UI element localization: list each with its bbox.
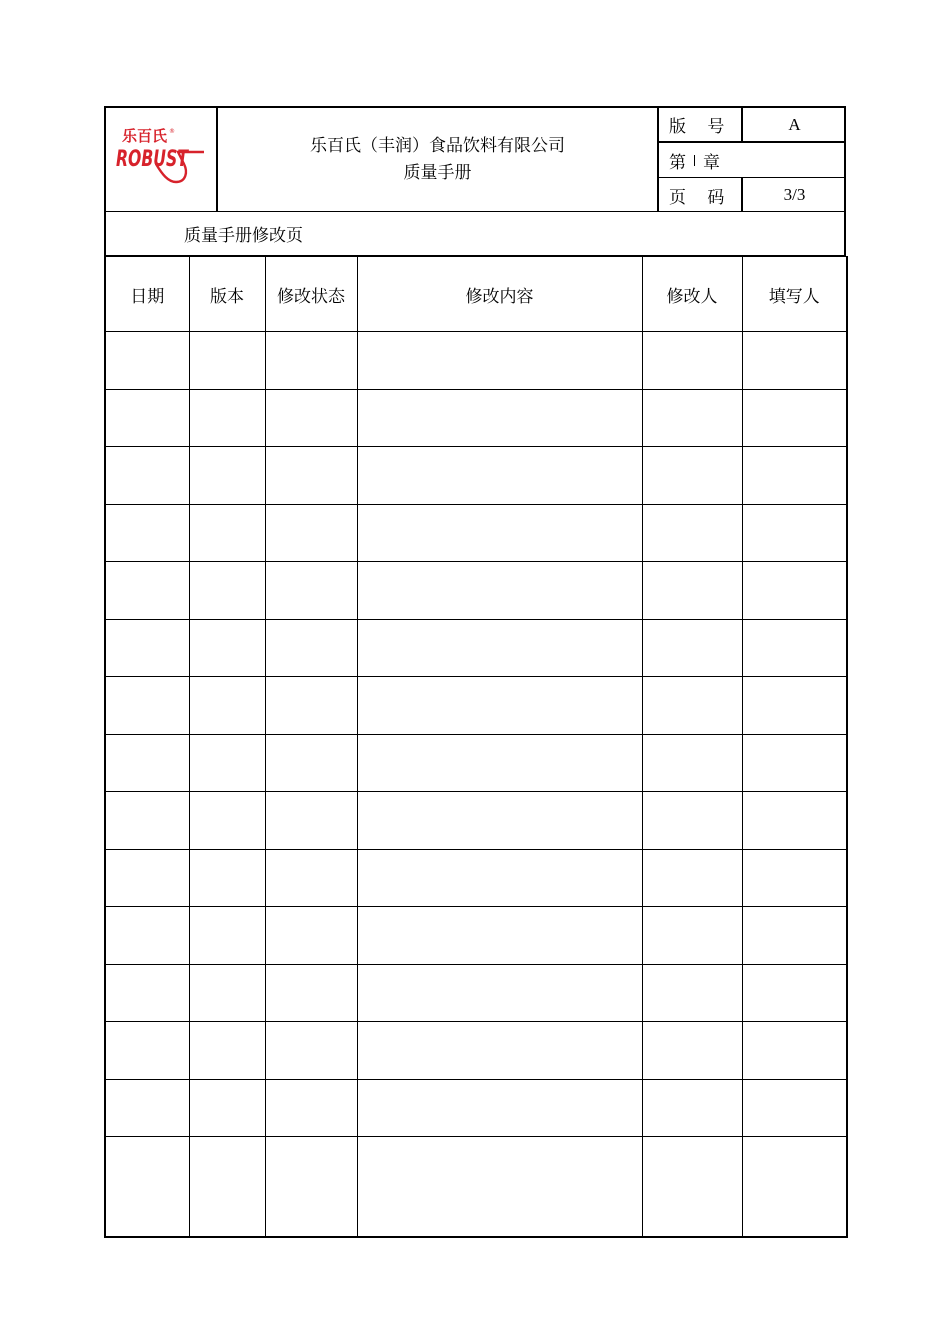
table-cell — [105, 792, 189, 850]
section-title: 质量手册修改页 — [104, 212, 846, 256]
table-cell — [105, 677, 189, 735]
table-cell — [357, 1022, 642, 1080]
table-cell — [642, 619, 742, 677]
table-row — [105, 1079, 847, 1137]
table-cell — [642, 389, 742, 447]
table-cell — [642, 1022, 742, 1080]
logo-english: ROBUST — [116, 147, 190, 172]
chapter-prefix: 第 — [669, 152, 686, 173]
table-cell — [642, 1137, 742, 1237]
document-header — [104, 106, 846, 212]
table-cell — [265, 849, 357, 907]
table-cell — [357, 447, 642, 505]
table-cell — [265, 964, 357, 1022]
column-header-date: 日期 — [105, 257, 189, 332]
table-cell — [105, 907, 189, 965]
table-cell — [357, 677, 642, 735]
table-cell — [642, 964, 742, 1022]
company-title-cell — [218, 108, 659, 212]
table-cell — [265, 619, 357, 677]
table-cell — [357, 619, 642, 677]
table-cell — [105, 1137, 189, 1237]
table-row — [105, 504, 847, 562]
table-cell — [105, 964, 189, 1022]
table-cell — [642, 562, 742, 620]
document-page — [104, 106, 846, 1236]
table-row — [105, 562, 847, 620]
table-cell — [189, 849, 265, 907]
table-cell — [642, 1079, 742, 1137]
table-cell — [189, 677, 265, 735]
table-row — [105, 389, 847, 447]
meta-chapter-row — [659, 143, 846, 178]
chapter-label — [659, 143, 743, 177]
table-row — [105, 907, 847, 965]
table-cell — [265, 734, 357, 792]
column-header-content: 修改内容 — [357, 257, 642, 332]
table-cell — [105, 849, 189, 907]
logo-chinese: 乐百氏 — [122, 127, 168, 145]
table-cell — [742, 332, 847, 390]
table-row — [105, 964, 847, 1022]
table-cell — [265, 389, 357, 447]
table-cell — [265, 677, 357, 735]
table-cell — [189, 447, 265, 505]
table-cell — [189, 562, 265, 620]
table-cell — [265, 332, 357, 390]
table-row — [105, 1137, 847, 1237]
table-cell — [105, 447, 189, 505]
table-cell — [742, 447, 847, 505]
revision-table — [104, 256, 848, 1238]
table-cell — [265, 1137, 357, 1237]
table-cell — [357, 504, 642, 562]
table-cell — [189, 792, 265, 850]
chapter-separator — [694, 155, 695, 166]
column-header-status: 修改状态 — [265, 257, 357, 332]
table-cell — [742, 1022, 847, 1080]
table-cell — [189, 619, 265, 677]
column-header-filler: 填写人 — [742, 257, 847, 332]
table-row — [105, 447, 847, 505]
table-cell — [189, 504, 265, 562]
table-row — [105, 792, 847, 850]
table-cell — [189, 964, 265, 1022]
table-cell — [105, 389, 189, 447]
table-cell — [742, 1079, 847, 1137]
table-cell — [265, 1079, 357, 1137]
table-row — [105, 677, 847, 735]
table-row — [105, 734, 847, 792]
table-cell — [642, 907, 742, 965]
table-cell — [105, 734, 189, 792]
table-cell — [105, 562, 189, 620]
table-cell — [742, 907, 847, 965]
table-row — [105, 849, 847, 907]
column-header-version: 版本 — [189, 257, 265, 332]
table-cell — [189, 389, 265, 447]
table-cell — [189, 734, 265, 792]
table-cell — [357, 792, 642, 850]
table-cell — [357, 389, 642, 447]
table-cell — [265, 792, 357, 850]
table-cell — [357, 562, 642, 620]
table-cell — [742, 677, 847, 735]
version-value: A — [788, 114, 801, 134]
table-cell — [357, 907, 642, 965]
table-body — [105, 332, 847, 1237]
logo-cell — [106, 108, 218, 212]
table-row — [105, 332, 847, 390]
table-cell — [742, 849, 847, 907]
table-cell — [189, 332, 265, 390]
manual-title: 质量手册 — [403, 163, 472, 183]
logo-registered-mark: ® — [169, 128, 175, 135]
table-cell — [642, 734, 742, 792]
table-header-row — [105, 257, 847, 332]
table-cell — [105, 1022, 189, 1080]
table-cell — [642, 447, 742, 505]
table-cell — [742, 734, 847, 792]
table-cell — [642, 677, 742, 735]
table-cell — [105, 332, 189, 390]
table-cell — [357, 734, 642, 792]
table-cell — [742, 562, 847, 620]
table-cell — [742, 1137, 847, 1237]
robust-logo — [106, 108, 214, 208]
table-cell — [742, 389, 847, 447]
table-row — [105, 1022, 847, 1080]
meta-version-row — [659, 108, 846, 143]
page-value: 3/3 — [783, 185, 806, 204]
table-cell — [742, 964, 847, 1022]
page-label: 页 码 — [659, 178, 743, 212]
table-cell — [265, 907, 357, 965]
table-cell — [357, 1079, 642, 1137]
table-cell — [265, 562, 357, 620]
table-cell — [265, 447, 357, 505]
table-cell — [357, 1137, 642, 1237]
table-cell — [642, 792, 742, 850]
table-cell — [189, 907, 265, 965]
table-cell — [742, 619, 847, 677]
document-meta — [659, 108, 846, 212]
table-cell — [642, 332, 742, 390]
table-cell — [357, 964, 642, 1022]
table-cell — [642, 504, 742, 562]
table-cell — [265, 1022, 357, 1080]
table-cell — [742, 504, 847, 562]
table-cell — [105, 504, 189, 562]
table-cell — [189, 1137, 265, 1237]
table-cell — [105, 1079, 189, 1137]
column-header-modifier: 修改人 — [642, 257, 742, 332]
table-cell — [265, 504, 357, 562]
table-cell — [189, 1022, 265, 1080]
version-label: 版 号 — [659, 108, 743, 141]
meta-page-row — [659, 178, 846, 212]
table-cell — [357, 849, 642, 907]
table-cell — [357, 332, 642, 390]
chapter-value — [743, 143, 846, 177]
table-cell — [742, 792, 847, 850]
company-name: 乐百氏（丰润）食品饮料有限公司 — [310, 136, 565, 156]
table-cell — [642, 849, 742, 907]
table-row — [105, 619, 847, 677]
chapter-suffix: 章 — [703, 152, 720, 173]
table-cell — [105, 619, 189, 677]
table-cell — [189, 1079, 265, 1137]
